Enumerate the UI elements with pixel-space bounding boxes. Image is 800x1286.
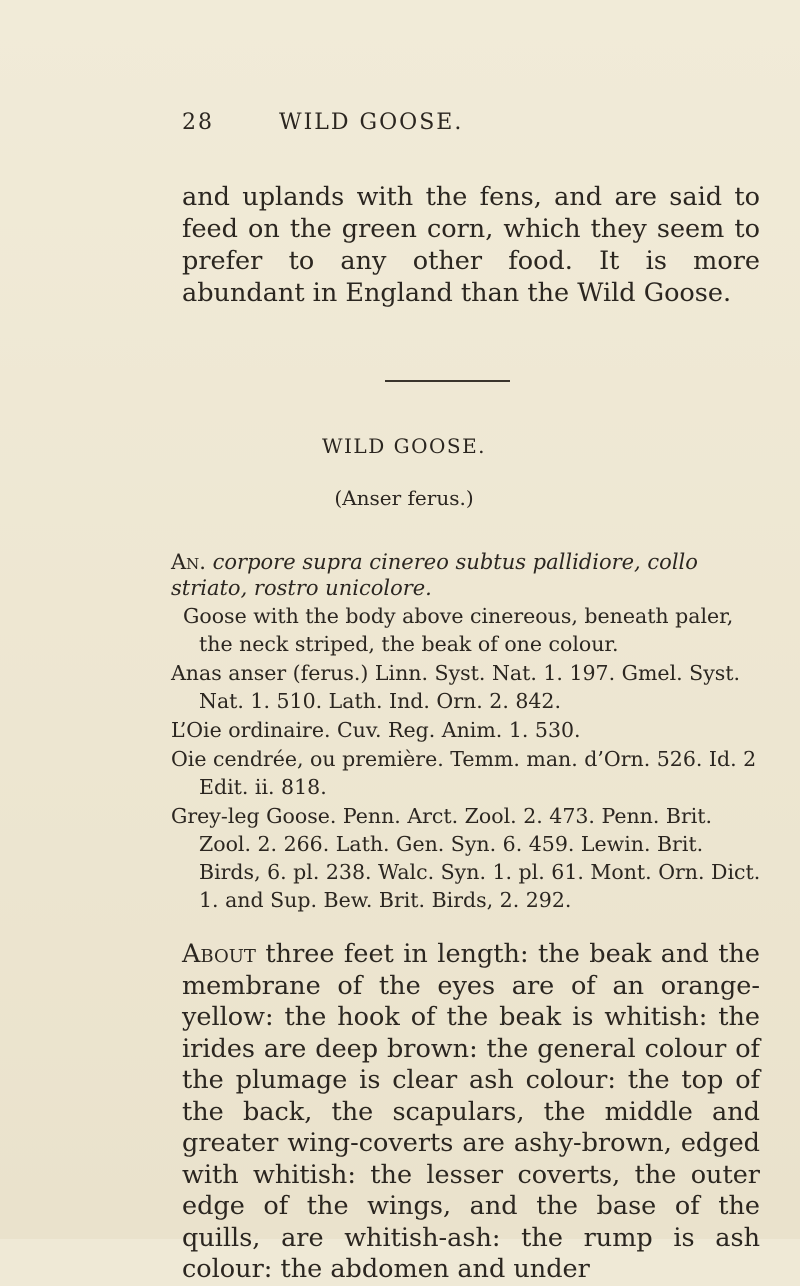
synonym-entry: Grey-leg Goose. Penn. Arct. Zool. 2. 473. Penn. Brit. Zool. 2. 266. Lath. Gen. Syn. 6. 459. Lewin. Brit. Birds, 6. pl. 238. Walc. Syn. 1. pl. 61. Mont. Orn. Dict. 1. and Sup. Bew. Brit. Birds, 2. 292.	[171, 804, 761, 912]
paragraph-body: three feet in length: the beak and the membrane of the eyes are of an orange-yellow: the hook of the beak is whitish: the irides are deep brown: the general colour of the plumage is clear ash colour: the top of the back, the scapulars, the middle and greater wing-coverts are ashy-brown, edged with whitish: the lesser coverts, the outer edge of the wings, and the base of the quills, are whitish-ash: the rump is ash colour: the abdomen and under	[182, 939, 760, 1284]
running-head: WILD GOOSE.	[279, 110, 464, 135]
diagnosis-text: corpore supra cinereo subtus pallidiore, collo striato, rostro unicolore.	[171, 550, 698, 600]
page-header	[182, 110, 742, 144]
section-divider	[385, 380, 510, 382]
paragraph-top: and uplands with the fens, and are said to feed on the green corn, which they seem to prefer to any other food. It is more abundant in England than the Wild Goose.	[182, 182, 760, 308]
synonymy-list	[171, 602, 763, 915]
section-subtitle: (Anser ferus.)	[334, 486, 474, 510]
synonym-entry: Goose with the body above cinereous, beneath paler, the neck striped, the beak of one colour.	[183, 604, 734, 656]
synonym-entry: L’Oie ordinaire. Cuv. Reg. Anim. 1. 530.	[171, 718, 581, 742]
section-title: WILD GOOSE.	[321, 434, 487, 458]
page-number: 28	[182, 110, 214, 135]
synonym-entry: Anas anser (ferus.) Linn. Syst. Nat. 1. 197. Gmel. Syst. Nat. 1. 510. Lath. Ind. Orn. 2. 842.	[171, 661, 741, 713]
paragraph-lead-word: About	[182, 939, 256, 969]
latin-diagnosis	[171, 549, 763, 601]
synonym-entry: Oie cendrée, ou première. Temm. man. d’Orn. 526. Id. 2 Edit. ii. 818.	[171, 747, 757, 799]
paragraph-bottom	[182, 939, 760, 1286]
diagnosis-abbr: An.	[171, 550, 206, 574]
